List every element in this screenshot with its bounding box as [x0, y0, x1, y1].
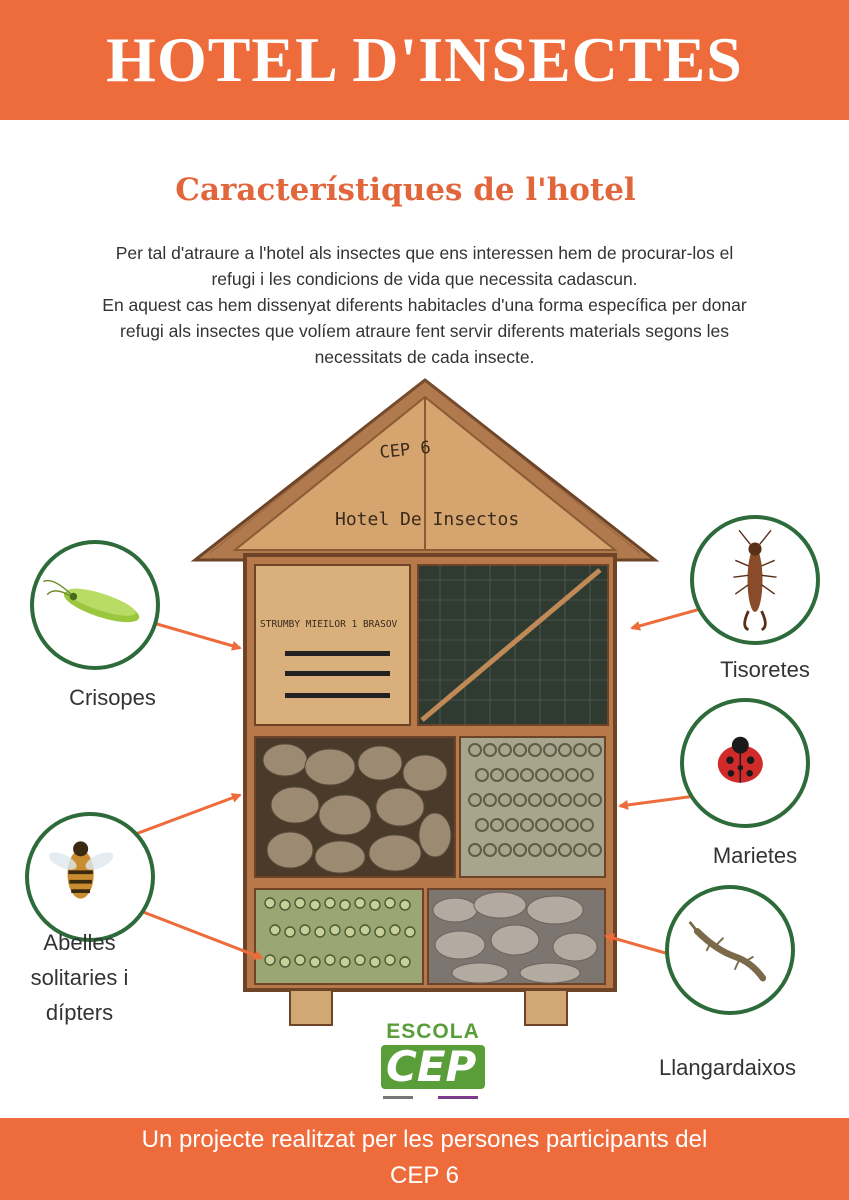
- page-title: HOTEL D'INSECTES: [106, 24, 743, 95]
- earwig-icon: [694, 519, 816, 641]
- logo-sponsors: [378, 1094, 488, 1104]
- intro-line: En aquest cas hem dissenyat diferents habitacles d'una forma específica per donar: [102, 295, 747, 315]
- llangardaixos-circle: [665, 885, 795, 1015]
- marietes-label: Marietes: [712, 843, 798, 868]
- insect-hotel-image: [190, 375, 660, 1035]
- llangardaixos-label: Llangardaixos: [659, 1055, 796, 1080]
- footer-banner: [0, 1118, 849, 1200]
- roof-sign-cep: CEP 6: [378, 437, 432, 464]
- footer-line: Un projecte realitzat per les persones participants del: [141, 1126, 708, 1153]
- intro-line: necessitats de cada insecte.: [314, 347, 535, 367]
- intro-line: Per tal d'atraure a l'hotel als insectes que ens interessen hem de procurar-los el: [115, 243, 734, 263]
- abelles-label-line: Abelles: [43, 930, 116, 955]
- header-banner: [0, 0, 849, 120]
- abelles-label: [12, 925, 147, 1030]
- ladybug-icon: [684, 702, 806, 824]
- footer-line: CEP 6: [390, 1162, 459, 1189]
- abelles-circle: [25, 812, 155, 942]
- abelles-label-line: dípters: [45, 1000, 114, 1025]
- escola-cep-logo: [378, 1020, 488, 1110]
- bee-icon: [29, 816, 151, 938]
- lacewing-icon: [34, 544, 156, 666]
- board-text: STRUMBY MIEILOR 1 BRASOV: [260, 619, 398, 630]
- section-subtitle: Característiques de l'hotel: [175, 172, 636, 208]
- marietes-circle: [680, 698, 810, 828]
- intro-line: refugi als insectes que volíem atraure fent servir diferents materials segons les: [120, 321, 729, 341]
- intro-line: refugi i les condicions de vida que necessita cadascun.: [211, 269, 638, 289]
- tisoretes-circle: [690, 515, 820, 645]
- tisoretes-label: Tisoretes: [720, 657, 810, 682]
- abelles-label-line: solitaries i: [30, 965, 129, 990]
- crisopes-label: Crisopes: [69, 685, 156, 710]
- roof-sign-hotel: Hotel De Insectos: [335, 509, 520, 530]
- intro-text: [60, 240, 789, 370]
- crisopes-circle: [30, 540, 160, 670]
- logo-escola-text: ESCOLA: [386, 1020, 480, 1043]
- logo-cep-text: CEP: [386, 1042, 477, 1091]
- lizard-icon: [669, 889, 791, 1011]
